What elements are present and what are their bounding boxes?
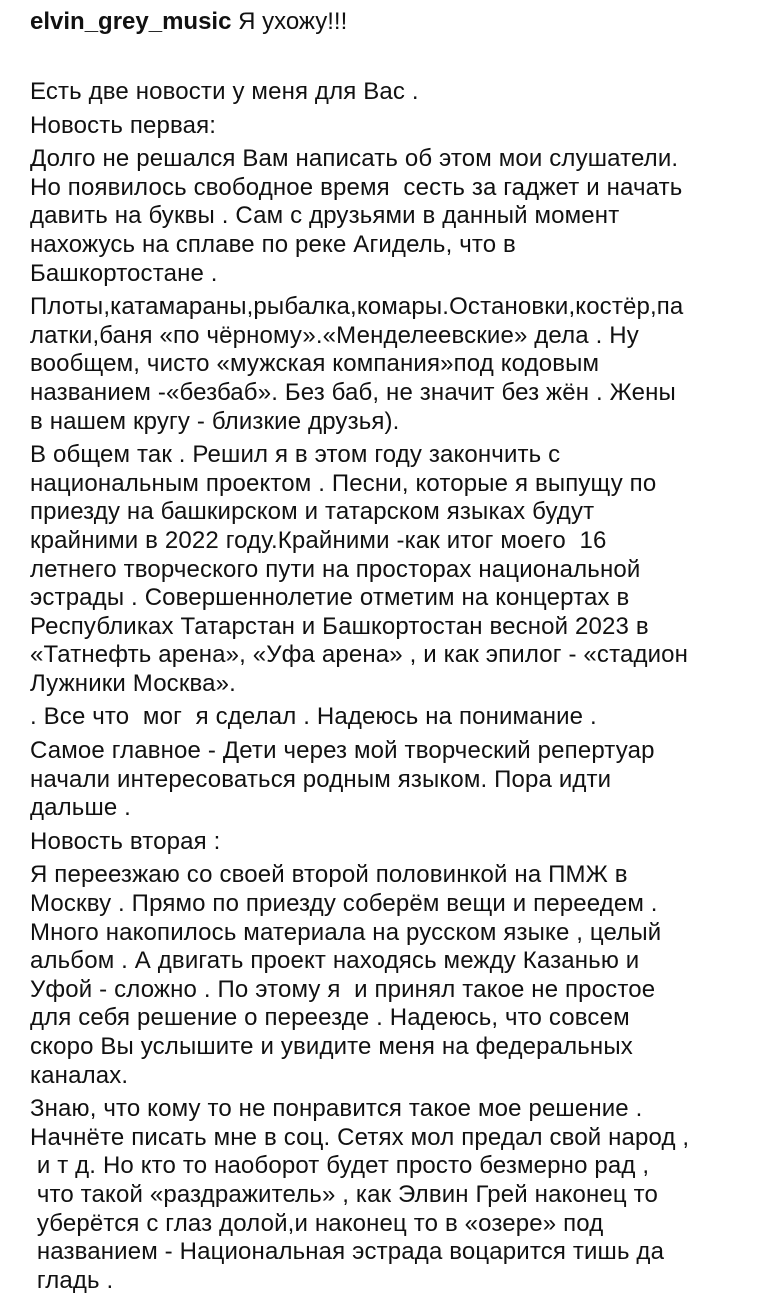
caption-line: уберётся с глаз долой,и наконец то в «озере» под <box>30 1209 604 1237</box>
caption-line: давить на буквы . Сам с друзьями в данный момент <box>30 202 620 230</box>
caption-line: названием -«безбаб». Без баб, не значит без жён . Жены <box>30 378 676 406</box>
caption-line: Новость вторая : <box>30 827 221 855</box>
caption-paragraph <box>30 441 755 698</box>
caption-line: Много накопилось материала на русском языке , целый <box>30 918 662 946</box>
caption-paragraph <box>30 145 755 288</box>
caption-line: Долго не решался Вам написать об этом мои слушатели. <box>30 145 679 173</box>
caption-header <box>30 6 755 38</box>
caption-line: . Все что мог я сделал . Надеюсь на понимание . <box>30 703 597 731</box>
caption-line: названием - Национальная эстрада воцарится тишь да <box>30 1238 665 1266</box>
username-link[interactable]: elvin_grey_music <box>30 8 232 35</box>
caption-line: гладь . <box>30 1266 114 1294</box>
caption-line: каналах. <box>30 1061 129 1089</box>
caption-line: Знаю, что кому то не понравится такое мое решение . <box>30 1095 643 1123</box>
caption-line: дальше . <box>30 794 131 822</box>
caption-line: «Татнефть арена», «Уфа арена» , и как эпилог - «стадион <box>30 641 689 669</box>
caption-line: вообщем, чисто «мужская компания»под кодовым <box>30 350 600 378</box>
caption-line: что такой «раздражитель» , как Элвин Грей наконец то <box>30 1180 658 1208</box>
caption-line: Уфой - сложно . По этому я и принял такое не простое <box>30 975 656 1003</box>
post-title: Я ухожу!!! <box>238 8 348 35</box>
caption-line: крайними в 2022 году.Крайними -как итог моего 16 <box>30 526 607 554</box>
caption-body <box>30 78 755 1295</box>
caption-line: и т д. Но кто то наоборот будет просто безмерно рад , <box>30 1152 650 1180</box>
caption-line: Есть две новости у меня для Вас . <box>30 78 419 105</box>
caption-line: скоро Вы услышите и увидите меня на федеральных <box>30 1033 633 1060</box>
caption-line: в нашем кругу - близкие друзья). <box>30 407 400 435</box>
caption-paragraph <box>30 828 755 857</box>
caption-line: эстрады . Совершеннолетие отметим на концертах в <box>30 584 630 612</box>
caption-line: Самое главное - Дети через мой творческий репертуар <box>30 737 655 765</box>
caption-line: нахожусь на сплаве по реке Агидель, что в <box>30 230 516 258</box>
caption-line: латки,баня «по чёрному».«Менделеевские» дела . Ну <box>30 321 639 349</box>
caption-line: альбом . А двигать проект находясь между Казанью и <box>30 947 640 975</box>
caption-paragraph <box>30 737 755 823</box>
caption-line: приезду на башкирском и татарском языках будут <box>30 498 595 526</box>
caption-line: летнего творческого пути на просторах национальной <box>30 555 641 583</box>
caption-paragraph <box>30 112 755 141</box>
caption-paragraph <box>30 293 755 436</box>
caption-paragraph <box>30 78 755 107</box>
caption-line: Но появилось свободное время сесть за гаджет и начать <box>30 173 683 201</box>
caption-line: Башкортостане . <box>30 259 218 287</box>
caption-paragraph <box>30 703 755 732</box>
caption-line: начали интересоваться родным языком. Пора идти <box>30 765 612 793</box>
caption-line: В общем так . Решил я в этом году закончить с <box>30 441 561 469</box>
caption-line: Я переезжаю со своей второй половинкой на ПМЖ в <box>30 861 628 889</box>
caption-line: национальным проектом . Песни, которые я выпущу по <box>30 469 657 497</box>
caption-line: Республиках Татарстан и Башкортостан весной 2023 в <box>30 612 649 640</box>
caption-paragraph <box>30 1095 755 1295</box>
caption-paragraph <box>30 861 755 1090</box>
caption-line: Лужники Москва». <box>30 669 236 697</box>
caption-line: Москву . Прямо по приезду соберём вещи и переедем . <box>30 890 658 918</box>
caption-line: Плоты,катамараны,рыбалка,комары.Остановки,костёр,па <box>30 293 684 321</box>
caption-line: Новость первая: <box>30 111 217 139</box>
caption-line: Начнёте писать мне в соц. Сетях мол предал свой народ , <box>30 1123 690 1151</box>
caption-line: для себя решение о переезде . Надеюсь, что совсем <box>30 1004 630 1032</box>
